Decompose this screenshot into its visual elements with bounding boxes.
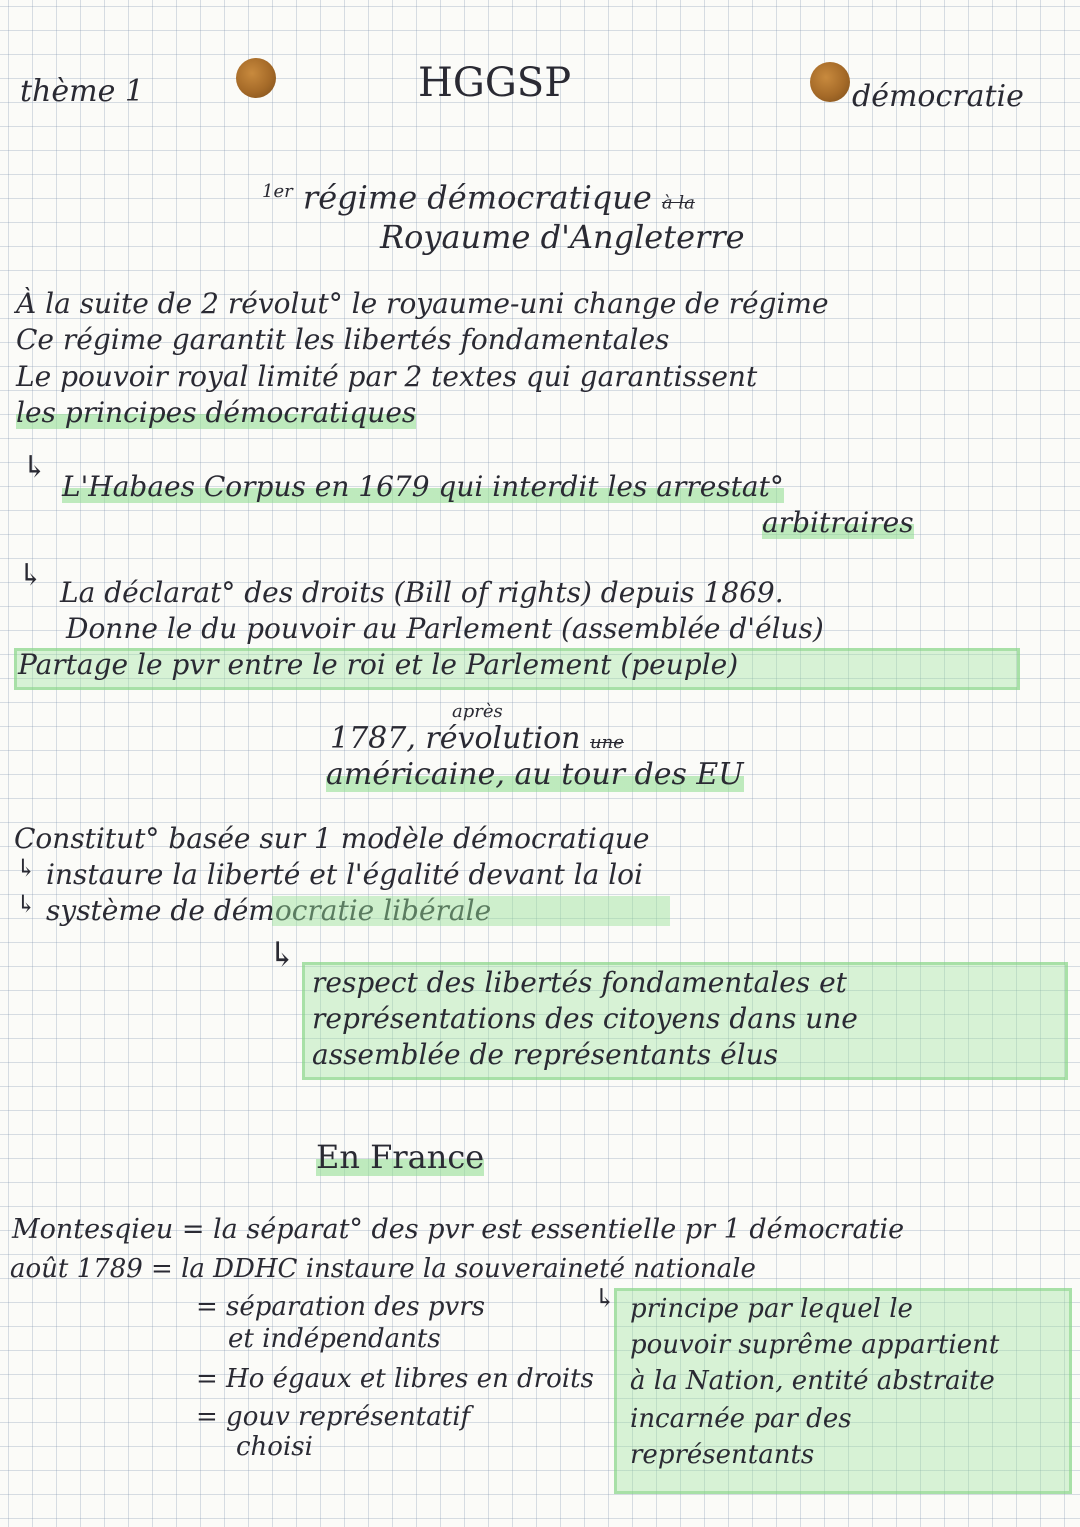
arrow-icon: ↳ — [268, 935, 297, 975]
france-right5: représentants — [630, 1440, 815, 1470]
us-apres: après — [452, 701, 503, 722]
title-line1: régime démocratique — [302, 178, 652, 217]
para1-line: Ce régime garantit les libertés fondamentales — [16, 323, 670, 356]
us-line2 — [326, 758, 744, 792]
arrow-icon: ↳ — [594, 1284, 616, 1314]
montesquieu-line: Montesqieu = la séparat° des pvr est essentielle pr 1 démocratie — [12, 1214, 905, 1245]
arrow-icon: ↳ — [16, 890, 37, 918]
theme-label: thème 1 — [20, 74, 144, 109]
bill-line2: Donne le du pouvoir au Parlement (assemblée d'élus) — [66, 612, 824, 645]
us-struck: une — [590, 732, 624, 753]
france-heading — [316, 1140, 484, 1174]
aout-line: août 1789 = la DDHC instaure la souveraineté nationale — [10, 1254, 756, 1284]
subject-title: HGGSP — [418, 60, 572, 106]
france-left1: = séparation des pvrs — [196, 1292, 486, 1322]
arrow-icon: ↳ — [22, 450, 48, 485]
france-right1: principe par lequel le — [630, 1294, 913, 1324]
us-line2-text: américaine, au tour des EU — [326, 757, 744, 792]
france-left4: = gouv représentatif — [196, 1402, 471, 1432]
us-line1 — [330, 722, 624, 760]
habeas-text: L'Habaes Corpus en 1679 qui interdit les arrestat° — [62, 470, 784, 503]
para1-line: À la suite de 2 révolut° le royaume-uni change de régime — [16, 287, 829, 320]
title-struck: à la — [661, 192, 695, 214]
binder-hole-right — [810, 62, 850, 102]
france-heading-text: En France — [316, 1138, 485, 1176]
france-left5: choisi — [236, 1432, 313, 1462]
constitution-sub3: assemblée de représentants élus — [312, 1038, 779, 1071]
constitution-sub1: respect des libertés fondamentales et — [312, 966, 847, 999]
section-title — [262, 175, 695, 221]
bill-line1: La déclarat° des droits (Bill of rights) depuis 1869. — [60, 576, 784, 609]
bill-line3: Partage le pvr entre le roi et le Parlement (peuple) — [18, 648, 739, 681]
habeas-line2 — [762, 506, 914, 540]
constitution-line1: Constitut° basée sur 1 modèle démocratique — [14, 822, 650, 855]
binder-hole-left — [236, 58, 276, 98]
para1-line — [16, 396, 416, 430]
para1-line: Le pouvoir royal limité par 2 textes qui garantissent — [16, 360, 758, 393]
arrow-icon: ↳ — [18, 558, 44, 593]
habeas-text2: arbitraires — [762, 506, 914, 539]
france-left3: = Ho égaux et libres en droits — [196, 1364, 594, 1394]
france-right4: incarnée par des — [630, 1404, 852, 1434]
constitution-sub2: représentations des citoyens dans une — [312, 1002, 858, 1035]
france-right3: à la Nation, entité abstraite — [630, 1366, 995, 1396]
liberal-democracy-highlight — [272, 896, 670, 926]
france-left2: et indépendants — [228, 1324, 441, 1354]
arrow-icon: ↳ — [16, 854, 37, 882]
habeas-line1 — [62, 470, 784, 504]
topic-label: démocratie — [852, 79, 1024, 114]
section-title-line2: Royaume d'Angleterre — [380, 218, 745, 256]
constitution-line3-text: système de démocratie libérale — [46, 894, 492, 927]
title-superscript: 1er — [262, 181, 293, 202]
constitution-line2: instaure la liberté et l'égalité devant la loi — [46, 858, 643, 891]
us-line1-text: 1787, révolution — [330, 721, 581, 756]
france-right2: pouvoir suprême appartient — [630, 1330, 1000, 1360]
para1-highlighted: les principes démocratiques — [16, 396, 417, 429]
